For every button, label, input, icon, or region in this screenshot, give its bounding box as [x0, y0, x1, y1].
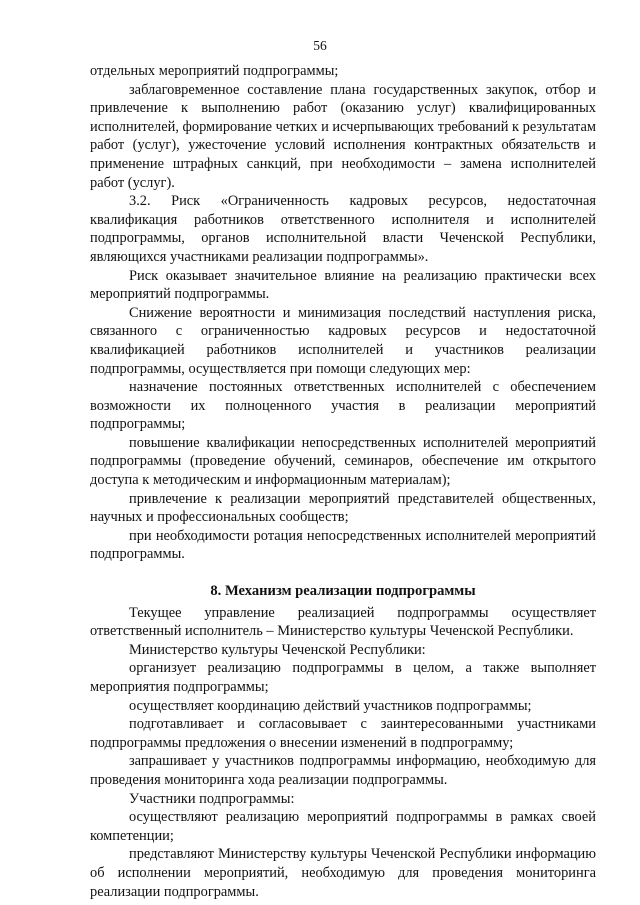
document-body: [90, 62, 596, 901]
list-item: подготавливает и согласовывает с заинтересованными участниками подпрограммы предложения о внесении изменений в подпрограмму;: [90, 716, 596, 751]
paragraph-risk-3-2: 3.2. Риск «Ограниченность кадровых ресурсов, недостаточная квалификация работников ответственного исполнителя и исполнителей подпрограммы, органов исполнительной власти Чеченской Республики, являющихся участниками реализации подпрограммы».: [90, 193, 596, 265]
paragraph: Снижение вероятности и минимизация последствий наступления риска, связанного с ограниченностью кадровых ресурсов и недостаточной квалификацией работников исполнителей и участников реализации подпрограммы, осуществляется при помощи следующих мер:: [90, 304, 596, 377]
list-item: осуществляют реализацию мероприятий подпрограммы в рамках своей компетенции;: [90, 809, 596, 844]
list-item: запрашивает у участников подпрограммы информацию, необходимую для проведения мониторинга хода реализации подпрограммы.: [90, 753, 596, 788]
paragraph-continuation: отдельных мероприятий подпрограммы;: [90, 63, 339, 79]
paragraph: Текущее управление реализацией подпрограммы осуществляет ответственный исполнитель – Министерство культуры Чеченской Республики.: [90, 604, 596, 640]
list-item: осуществляет координацию действий участников подпрограммы;: [129, 697, 532, 714]
list-item: организует реализацию подпрограммы в целом, а также выполняет мероприятия подпрограммы;: [90, 660, 596, 695]
section-heading: 8. Механизм реализации подпрограммы: [210, 583, 476, 600]
paragraph: Риск оказывает значительное влияние на реализацию практически всех мероприятий подпрограммы.: [90, 267, 596, 303]
paragraph: Министерство культуры Чеченской Республики:: [129, 641, 426, 658]
page-number: 56: [313, 38, 327, 53]
list-item: назначение постоянных ответственных исполнителей с обеспечением возможности их полноценного участия в реализации мероприятий подпрограммы;: [90, 379, 596, 433]
list-item: повышение квалификации непосредственных исполнителей мероприятий подпрограммы (проведение обучений, семинаров, обеспечение им открытого доступа к методическим и информационным материалам);: [90, 434, 596, 489]
list-item: привлечение к реализации мероприятий представителей общественных, научных и профессиональных сообществ;: [90, 490, 596, 526]
list-item: представляют Министерству культуры Чеченской Республики информацию об исполнении мероприятий, необходимую для проведения мониторинга реализации подпрограммы.: [90, 846, 596, 900]
paragraph: заблаговременное составление плана государственных закупок, отбор и привлечение к выполнению работ (оказанию услуг) квалифицированных исполнителей, формирование четких и исчерпывающих требований к результатам работ (услуг), ужесточение условий исполнения контрактных обязательств и применение штрафных санкций, при необходимости – замена исполнителей работ (услуг).: [90, 81, 596, 191]
paragraph: Участники подпрограммы:: [129, 790, 295, 807]
list-item: при необходимости ротация непосредственных исполнителей мероприятий подпрограммы.: [90, 527, 596, 563]
